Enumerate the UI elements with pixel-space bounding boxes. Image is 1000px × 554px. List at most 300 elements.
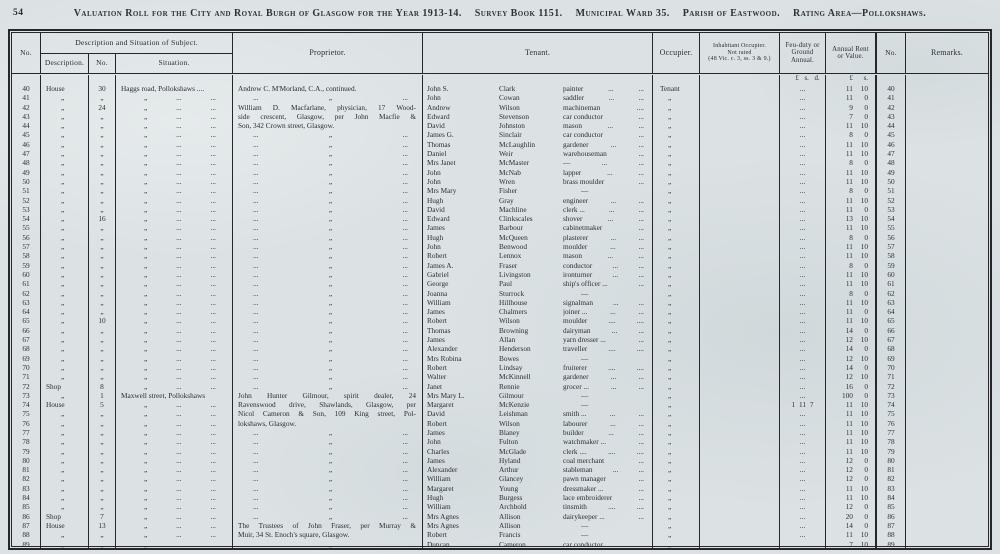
cell-feu-duty: ... [779,465,825,474]
cell-tenant [422,502,652,511]
situation-text: „ [144,93,148,103]
tenant-forename: John [427,437,441,447]
proprietor-text: ... [253,427,259,437]
cell-tenant [422,326,652,335]
cell-feu-duty: ... [779,419,825,428]
proprietor-text: „ [328,167,333,177]
table-row [12,279,988,288]
cell-entry-no: 72 [22,381,30,391]
tenant-forename: James [427,427,445,437]
cell-tenant [422,474,652,483]
tenant-occupation [563,419,652,428]
cell-remarks [905,400,988,409]
tenant-forename: Walter [427,372,447,382]
occupation-text: car conductor [563,539,603,549]
situation-text: „ [144,400,148,410]
cell-annual-rent [825,474,875,483]
cell-annual-rent [825,502,875,511]
cell-subject-no: „ [88,484,115,493]
proprietor-text: ... [402,139,408,149]
rent-pounds: 14 [845,362,853,372]
cell-entry-no-right: 42 [875,103,905,112]
cell-remarks [905,251,988,260]
occupation-text: ... [638,121,644,131]
cell-remarks [905,307,988,316]
occupation-text: .... [608,344,616,354]
cell-remarks [905,214,988,223]
situation-text: ... [176,223,182,233]
tenant-occupation [563,223,652,232]
rent-pounds: 16 [845,381,853,391]
proprietor-text: ... [402,372,408,382]
cell-remarks [905,205,988,214]
cell-remarks [905,512,988,521]
rent-shillings: 10 [860,353,868,363]
tenant-occupation [563,363,652,372]
cell-annual-rent [825,512,875,521]
proprietor-text: ... [402,176,408,186]
cell-situation [115,130,232,139]
cell-occupier: „ [652,298,699,307]
cell-situation [115,540,232,549]
cell-situation [115,177,232,186]
cell-entry-no: 44 [22,121,30,131]
situation-text: „ [144,186,148,196]
table-row [12,419,988,428]
cell-situation [115,112,232,121]
occupation-text: ... [638,465,644,475]
cell-situation [115,196,232,205]
cell-inhabitant-occupier [699,103,779,112]
cell-feu-duty: ... [779,502,825,511]
tenant-forename: Daniel [427,149,447,159]
situation-text: ... [210,316,216,326]
cell-annual-rent [825,261,875,270]
situation-text: ... [176,121,182,131]
occupation-text: painter [563,84,584,93]
cell-entry-no: 62 [22,288,30,298]
occupation-text: ... [638,158,644,168]
situation-text: ... [176,242,182,252]
cell-tenant [422,512,652,521]
cell-feu-duty: ... [779,112,825,121]
situation-text: „ [144,223,148,233]
tenant-surname: Gilmour [499,390,524,400]
rent-shillings: 10 [860,167,868,177]
tenant-surname: Johnston [499,121,525,131]
cell-annual-rent [825,316,875,325]
cell-proprietor [232,326,422,335]
cell-inhabitant-occupier [699,363,779,372]
cell-annual-rent [825,372,875,381]
cell-entry-no: 76 [22,418,30,428]
cell-proprietor [232,196,422,205]
situation-text: ... [210,288,216,298]
cell-entry-no: 51 [22,186,30,196]
cell-proprietor [232,242,422,251]
occupation-text: ... [601,158,608,168]
situation-text: ... [176,400,182,410]
tenant-forename: James G. [427,130,454,140]
tenant-surname: Rennie [499,381,520,391]
situation-text: „ [144,511,148,521]
table-row [12,502,988,511]
cell-feu-duty: ... [779,279,825,288]
occupation-text: ... [638,260,644,270]
situation-text: ... [210,269,216,279]
cell-tenant [422,103,652,112]
cell-annual-rent [825,298,875,307]
cell-tenant [422,437,652,446]
rent-pounds: 12 [845,372,853,382]
proprietor-text: ... [402,483,408,493]
cell-subject-no: „ [88,437,115,446]
cell-tenant [422,530,652,539]
situation-text: ... [210,372,216,382]
rent-pounds: 12 [845,502,853,512]
occupation-text: ... [638,418,644,428]
occupation-text: ... [611,325,618,335]
situation-text: „ [144,409,148,419]
situation-text: „ [144,158,148,168]
rent-shillings: 10 [860,195,868,205]
tenant-surname: Sinclair [499,130,522,140]
tenant-occupation [563,177,652,186]
proprietor-text: „ [328,493,333,503]
tenant-forename: Thomas [427,139,451,149]
cell-feu-duty: ... [779,186,825,195]
tenant-occupation [563,354,652,363]
situation-text: ... [176,344,182,354]
occupation-text: signalman [563,297,593,307]
tenant-surname: Allison [499,520,521,530]
cell-feu-duty: ... [779,316,825,325]
cell-feu-duty: ... [779,456,825,465]
occupation-text: clerk ... [563,204,585,214]
situation-text: ... [176,232,182,242]
cell-occupier: „ [652,474,699,483]
proprietor-text: ... [253,260,259,270]
units-feu-duty: £ s. d. [779,75,825,84]
rent-pounds: 11 [845,251,853,261]
cell-entry-no-right: 43 [875,112,905,121]
cell-situation [115,214,232,223]
cell-feu-duty: ... [779,177,825,186]
cell-subject-no: 10 [88,316,115,325]
header-proprietor: Proprietor. [232,33,422,73]
rent-pounds: 8 [849,260,853,270]
occupation-text: ... [638,214,644,224]
situation-text: ... [210,465,216,475]
cell-inhabitant-occupier [699,289,779,298]
cell-entry-no-right: 49 [875,168,905,177]
tenant-surname: Hillhouse [499,297,528,307]
rent-pounds: 12 [845,335,853,345]
cell-situation [115,474,232,483]
proprietor-text: ... [253,288,259,298]
page-number: 54 [13,8,24,18]
cell-proprietor [232,186,422,195]
situation-text: ... [176,483,182,493]
proprietor-text: „ [328,316,333,326]
cell-situation [115,103,232,112]
situation-text: „ [144,344,148,354]
occupation-text: engineer [563,195,589,205]
occupation-text: .... [636,502,644,512]
situation-text: ... [210,195,216,205]
cell-occupier: „ [652,437,699,446]
cell-remarks [905,84,988,93]
cell-tenant [422,298,652,307]
cell-occupier: „ [652,521,699,530]
situation-text: ... [210,260,216,270]
cell-occupier: „ [652,316,699,325]
cell-proprietor [232,465,422,474]
proprietor-text: „ [328,288,333,298]
rent-shillings: 0 [864,111,868,121]
cell-inhabitant-occupier [699,530,779,539]
tenant-forename: William [427,474,451,484]
rent-shillings: 10 [860,427,868,437]
situation-text: ... [210,335,216,345]
situation-text: „ [144,288,148,298]
tenant-surname: McLaughlin [499,139,536,149]
situation-text: ... [176,251,182,261]
cell-inhabitant-occupier [699,186,779,195]
cell-remarks [905,456,988,465]
proprietor-text: „ [328,130,333,140]
cell-remarks [905,242,988,251]
cell-remarks [905,484,988,493]
proprietor-text: „ [328,176,333,186]
header-annual-rent: Annual Rent or Value. [825,33,875,73]
rent-shillings: 10 [860,214,868,224]
cell-situation [115,409,232,418]
header-desc-sit-group: Description and Situation of Subject. [40,33,232,54]
table-row [12,251,988,260]
situation-text: ... [210,362,216,372]
cell-situation [115,158,232,167]
cell-situation [115,465,232,474]
situation-text: ... [210,344,216,354]
occupation-text: ... [638,130,644,140]
tenant-surname: Chalmers [499,307,527,317]
cell-feu-duty: ... [779,307,825,316]
tenant-occupation [563,121,652,130]
occupation-text: stableman [563,465,593,475]
cell-description: „ [40,177,88,186]
cell-subject-no: „ [88,130,115,139]
header-inhabitant-line2: Not rated [727,49,752,56]
cell-occupier: „ [652,465,699,474]
cell-feu-duty: ... [779,242,825,251]
proprietor-text: William D. Macfarlane, physician, 17 Wood- [238,102,416,112]
cell-feu-duty: ... [779,93,825,102]
cell-tenant [422,186,652,195]
cell-remarks [905,121,988,130]
cell-inhabitant-occupier [699,261,779,270]
cell-remarks [905,437,988,446]
rent-shillings: 10 [860,84,868,93]
cell-occupier: Tenant [652,84,699,93]
proprietor-text: „ [328,335,333,345]
occupation-text: lapper [563,167,582,177]
cell-proprietor [232,279,422,288]
cell-occupier: „ [652,242,699,251]
cell-description: „ [40,186,88,195]
tenant-forename: William [427,502,451,512]
cell-entry-no-right: 79 [875,447,905,456]
valuation-roll-table [11,32,989,547]
table-row [12,465,988,474]
cell-description: „ [40,112,88,121]
cell-tenant [422,344,652,353]
cell-description: „ [40,279,88,288]
cell-subject-no: „ [88,465,115,474]
tenant-forename: Robert [427,530,447,540]
cell-occupier: „ [652,205,699,214]
proprietor-text: „ [328,372,333,382]
proprietor-text: ... [402,297,408,307]
proprietor-text: lokshaws, Glasgow. [238,418,297,428]
cell-feu-duty: ... [779,298,825,307]
tenant-occupation [563,149,652,158]
cell-remarks [905,474,988,483]
cell-situation [115,140,232,149]
tenant-surname: Cowan [499,93,520,103]
proprietor-text: ... [253,539,259,549]
situation-text: ... [176,520,182,530]
cell-feu-duty: ... [779,530,825,539]
cell-inhabitant-occupier [699,93,779,102]
cell-entry-no: 69 [22,353,30,363]
page-header [0,0,1000,24]
cell-entry-no: 86 [22,511,30,521]
situation-text: ... [176,316,182,326]
occupation-text: ... [610,242,616,252]
cell-subject-no: „ [88,344,115,353]
occupation-text: coal merchant [563,455,605,465]
proprietor-text: ... [253,279,259,289]
rent-shillings: 10 [860,372,868,382]
cell-entry-no: 64 [22,307,30,317]
cell-remarks [905,382,988,391]
proprietor-text: ... [402,455,408,465]
cell-feu-duty: ... [779,168,825,177]
situation-text: „ [144,483,148,493]
cell-entry-no-right: 56 [875,233,905,242]
cell-inhabitant-occupier [699,484,779,493]
situation-text: ... [210,409,216,419]
tenant-forename: Andrew [427,102,451,112]
cell-subject-no: „ [88,419,115,428]
rent-pounds: 11 [845,139,853,149]
proprietor-text: ... [253,269,259,279]
situation-text: ... [176,279,182,289]
occupation-text: gardener [563,139,589,149]
cell-proprietor [232,93,422,102]
rent-pounds: 8 [849,130,853,140]
cell-inhabitant-occupier [699,140,779,149]
occupation-text: joiner ... [563,307,588,317]
cell-situation [115,400,232,409]
situation-text: ... [176,176,182,186]
cell-proprietor [232,344,422,353]
proprietor-text: ... [253,204,259,214]
tenant-surname: Cameron [499,539,526,549]
cell-annual-rent [825,326,875,335]
cell-subject-no: „ [88,168,115,177]
rent-shillings: 10 [860,530,868,540]
cell-remarks [905,223,988,232]
cell-feu-duty: 1 11 7 [779,400,825,409]
situation-text: ... [176,260,182,270]
rent-shillings: 10 [860,316,868,326]
cell-description: „ [40,363,88,372]
cell-proprietor [232,149,422,158]
cell-proprietor [232,447,422,456]
proprietor-text: ... [402,93,408,103]
cell-inhabitant-occupier [699,400,779,409]
rent-pounds: 8 [849,288,853,298]
situation-text: ... [210,307,216,317]
proprietor-text: ... [402,325,408,335]
rent-pounds: 8 [849,158,853,168]
cell-entry-no-right: 69 [875,354,905,363]
proprietor-text: „ [328,483,333,493]
cell-proprietor [232,298,422,307]
rent-pounds: 12 [845,353,853,363]
table-row [12,130,988,139]
tenant-surname: Lindsay [499,362,523,372]
proprietor-text: „ [328,511,333,521]
cell-entry-no: 60 [22,269,30,279]
cell-subject-no: „ [88,205,115,214]
table-row [12,289,988,298]
cell-proprietor [232,270,422,279]
situation-text: „ [144,214,148,224]
situation-text: „ [144,325,148,335]
proprietor-text: ... [253,242,259,252]
cell-description: „ [40,372,88,381]
cell-entry-no-right: 89 [875,540,905,549]
tenant-forename: James [427,335,445,345]
tenant-surname: Fraser [499,260,518,270]
proprietor-text: ... [253,446,259,456]
cell-proprietor [232,84,422,93]
tenant-occupation [563,447,652,456]
cell-inhabitant-occupier [699,112,779,121]
occupation-text: ... [610,195,617,205]
tenant-occupation [563,289,652,298]
rent-pounds: 14 [845,344,853,354]
proprietor-text: ... [402,437,408,447]
tenant-forename: Mrs Agnes [427,511,459,521]
title-municipal-ward: Municipal Ward 35. [575,8,670,19]
cell-situation [115,316,232,325]
cell-remarks [905,158,988,167]
occupation-text: grocer ... [563,381,589,391]
tenant-forename: Charles [427,446,450,456]
cell-feu-duty: ... [779,354,825,363]
cell-entry-no-right: 75 [875,409,905,418]
cell-occupier: „ [652,130,699,139]
tenant-forename: Alexander [427,344,458,354]
cell-feu-duty: ... [779,140,825,149]
occupation-text: ... [612,260,619,270]
cell-proprietor [232,251,422,260]
cell-subject-no: „ [88,326,115,335]
